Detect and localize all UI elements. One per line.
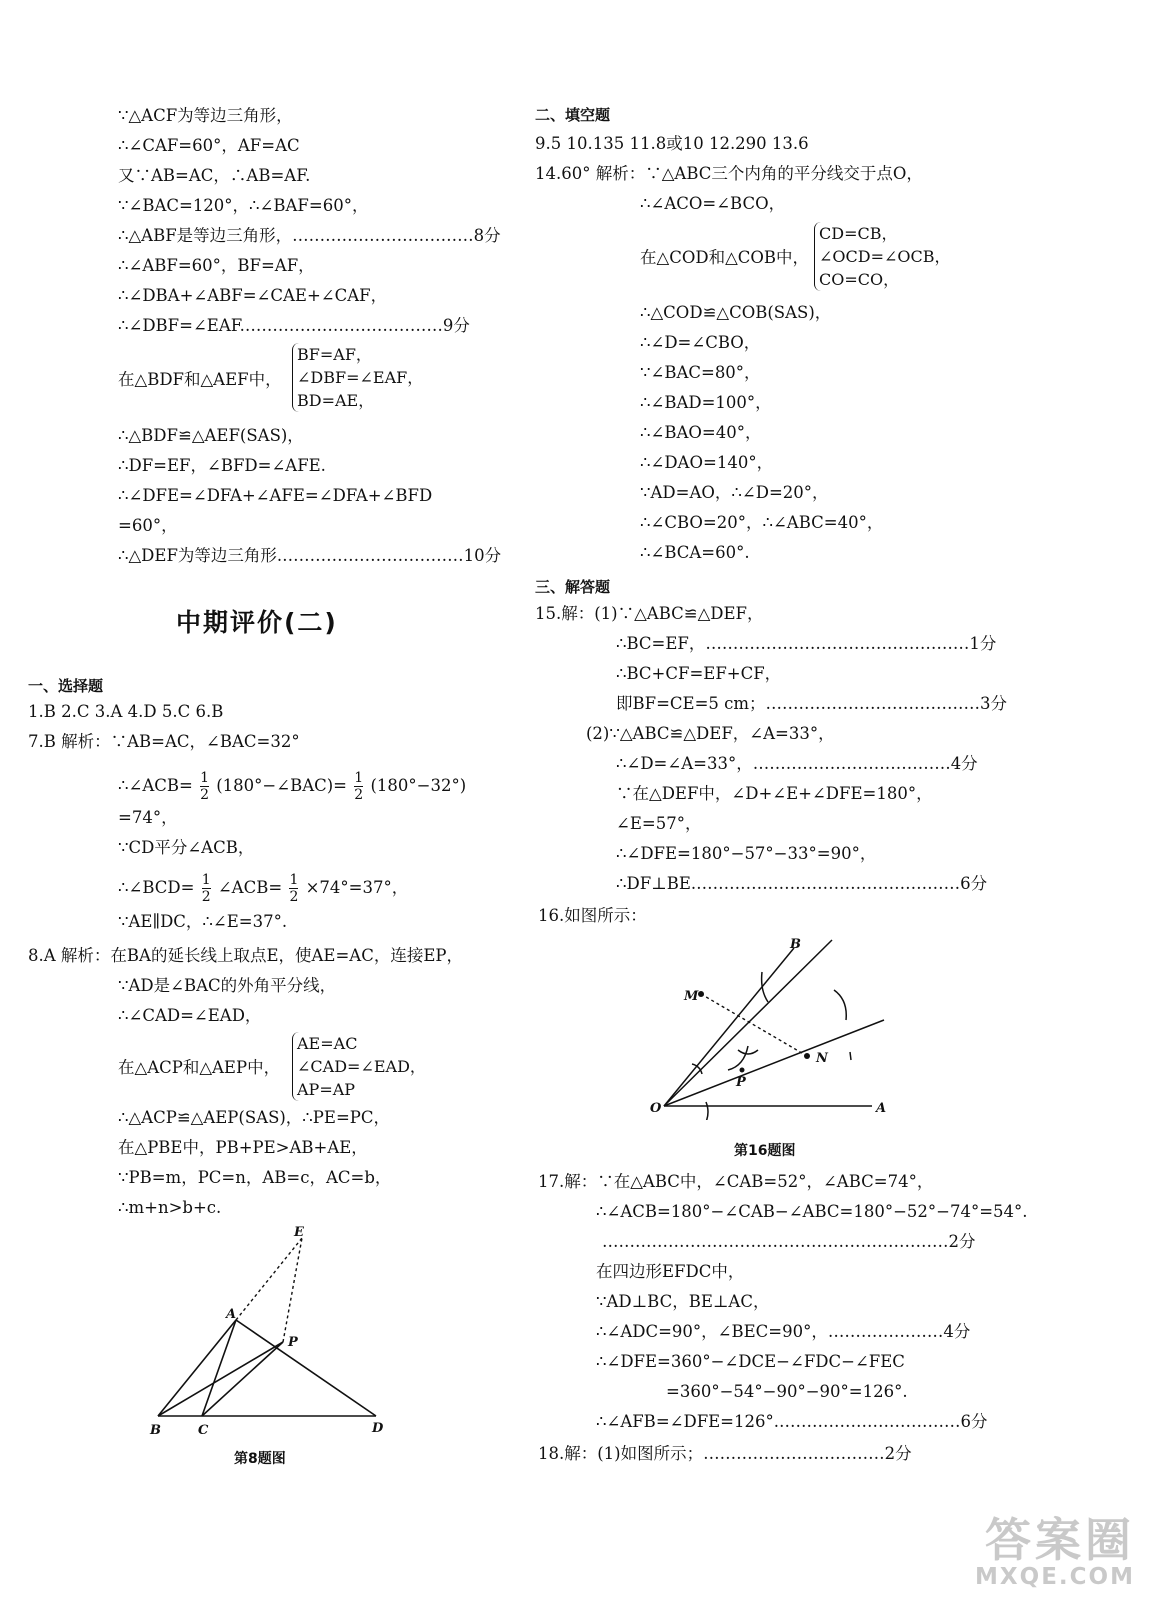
- system-prefix: 在△COD和△COB中，: [640, 248, 810, 267]
- fraction: [354, 770, 363, 803]
- perp-construct-line: [664, 1020, 884, 1106]
- system-row: ∠OCD=∠OCB，: [819, 247, 951, 266]
- denominator: 2: [200, 787, 209, 803]
- text: (180°−∠BAC)=: [216, 776, 348, 795]
- point-M: [698, 991, 704, 997]
- section-heading: 一、选择题: [28, 677, 104, 695]
- question-17-head: 17.解：∵在△ABC中，∠CAB=52°，∠ABC=74°，: [538, 1172, 934, 1191]
- proof-line: 又∵AB=AC，∴AB=AF.: [118, 166, 311, 185]
- denominator: 2: [289, 889, 299, 905]
- system-row: BD=AE，: [297, 391, 375, 410]
- proof-line: ∴∠DBF=∠EAF.………………………………9分: [118, 316, 470, 335]
- proof-line: ∴∠BCA=60°.: [640, 543, 750, 562]
- bisector-line: [664, 940, 832, 1106]
- proof-line: (2)∵△ABC≌△DEF，∠A=33°，: [586, 724, 835, 743]
- watermark: [975, 1504, 1135, 1590]
- proof-line: ∵CD平分∠ACB，: [118, 838, 255, 857]
- proof-line: ∴△ABF是等边三角形，……………………………8分: [118, 226, 501, 245]
- proof-line: ∴∠D=∠A=33°，………………………………4分: [616, 754, 978, 773]
- text: ∴∠ACB=: [118, 776, 193, 795]
- proof-line: ∴∠ACB=180°−∠CAB−∠ABC=180°−52°−74°=54°.: [596, 1202, 1028, 1221]
- arc-mark: [834, 990, 846, 1020]
- section-heading: 二、填空题: [535, 106, 611, 124]
- system-row: ∠DBF=∠EAF，: [297, 368, 424, 387]
- question-8-head: 8.A 解析：在BA的延长线上取点E，使AE=AC，连接EP，: [28, 946, 463, 965]
- denominator: 2: [354, 787, 364, 803]
- numerator: 1: [354, 770, 364, 786]
- proof-line: ∴∠DFE=∠DFA+∠AFE=∠DFA+∠BFD: [118, 486, 433, 505]
- text: (180°−32°): [370, 776, 467, 795]
- figure-8: [140, 1222, 400, 1442]
- proof-line: ∵在△DEF中，∠D+∠E+∠DFE=180°，: [616, 784, 933, 803]
- question-7-head: 7.B 解析：∵AB=AC，∠BAC=32°: [28, 732, 300, 751]
- system-row: BF=AF，: [297, 345, 372, 364]
- proof-line: ∴∠DFE=360°−∠DCE−∠FDC−∠FEC: [596, 1352, 905, 1371]
- proof-line: ∴∠D=∠CBO，: [640, 333, 761, 352]
- label-P: P: [736, 1075, 746, 1090]
- proof-line: ∴∠CAF=60°，AF=AC: [118, 136, 300, 155]
- tick-mark: [850, 1052, 851, 1060]
- system-row: CD=CB，: [819, 224, 898, 243]
- figure-16: [644, 930, 904, 1120]
- label-A: A: [226, 1307, 237, 1322]
- section-heading: 三、解答题: [535, 578, 611, 596]
- watermark-url: MXQE.COM: [975, 1564, 1135, 1590]
- numerator: 1: [289, 872, 299, 888]
- label-B: B: [790, 937, 801, 952]
- figure-caption: 第8题图: [234, 1451, 286, 1467]
- fraction: [200, 770, 209, 803]
- proof-line: ∴m+n>b+c.: [118, 1198, 222, 1217]
- denominator: 2: [201, 889, 211, 905]
- q7-fraction-line-2: [118, 872, 408, 905]
- proof-line: ∴△ACP≌△AEP(SAS)，∴PE=PC，: [118, 1108, 391, 1127]
- proof-line: ∵∠BAC=120°，∴∠BAF=60°，: [118, 196, 369, 215]
- proof-line: ∵△ACF为等边三角形，: [118, 106, 293, 125]
- proof-line: ∴BC+CF=EF+CF，: [616, 664, 782, 683]
- answer-line: 9.5 10.135 11.8或10 12.290 13.6: [535, 134, 809, 153]
- equation-system: [292, 343, 423, 412]
- proof-line: ∴∠BAD=100°，: [640, 393, 772, 412]
- proof-line: ………………………………………………………2分: [602, 1232, 976, 1251]
- proof-line: ∴∠BAO=40°，: [640, 423, 762, 442]
- proof-line: ∴∠DAO=140°，: [640, 453, 774, 472]
- point-N: [804, 1053, 810, 1059]
- label-O: O: [650, 1101, 662, 1116]
- proof-line: 在△PBE中，PB+PE>AB+AE，: [118, 1138, 368, 1157]
- proof-line: ∵AD是∠BAC的外角平分线，: [118, 976, 337, 995]
- arc-mark: [706, 1102, 708, 1120]
- fraction: [289, 872, 298, 905]
- numerator: 1: [200, 770, 209, 786]
- proof-line: ∴∠CAD=∠EAD，: [118, 1006, 262, 1025]
- answer-line: 1.B 2.C 3.A 4.D 5.C 6.B: [28, 702, 224, 721]
- watermark-text: 答案圈: [985, 1513, 1135, 1567]
- text: ×74°=37°，: [305, 878, 409, 897]
- dashed-PE: [283, 1238, 302, 1342]
- system-row: AP=AP: [297, 1080, 356, 1099]
- arc-mark: [762, 972, 768, 1002]
- proof-line: =360°−54°−90°−90°=126°.: [666, 1382, 908, 1401]
- q7-fraction-line: [118, 770, 466, 803]
- question-18-head: 18.解：(1)如图所示；……………………………2分: [538, 1444, 912, 1463]
- proof-line: ∵AD=AO，∴∠D=20°，: [640, 483, 829, 502]
- proof-line: ∵∠BAC=80°，: [640, 363, 761, 382]
- proof-line: ∵PB=m，PC=n，AB=c，AC=b，: [118, 1168, 392, 1187]
- system-row: ∠CAD=∠EAD，: [297, 1057, 426, 1076]
- fraction: [202, 872, 211, 905]
- dashed-AE: [236, 1238, 302, 1320]
- label-E: E: [294, 1225, 304, 1240]
- label-A: A: [876, 1101, 887, 1116]
- proof-line: ∴BC=EF，…………………………………………1分: [616, 634, 997, 653]
- label-N: N: [816, 1051, 828, 1066]
- label-M: M: [684, 989, 699, 1004]
- edge-AD: [236, 1320, 376, 1416]
- edge-BA: [158, 1320, 236, 1416]
- proof-line: ∴∠ABF=60°，BF=AF，: [118, 256, 315, 275]
- ray-OB: [664, 948, 794, 1106]
- edge-CP: [202, 1342, 283, 1416]
- proof-line: =60°，: [118, 516, 178, 535]
- arc-mark: [728, 1046, 748, 1070]
- label-D: D: [372, 1421, 384, 1436]
- section-title: 中期评价(二): [176, 608, 338, 637]
- system-prefix: 在△BDF和△AEF中，: [118, 370, 282, 389]
- arc-mark: [738, 1050, 758, 1054]
- edge-CA: [202, 1320, 236, 1416]
- proof-line: ∵AE∥DC，∴∠E=37°.: [118, 912, 288, 931]
- edge-BP: [158, 1342, 283, 1416]
- proof-line: ∴∠CBO=20°，∴∠ABC=40°，: [640, 513, 884, 532]
- proof-line: ∴∠ACO=∠BCO，: [640, 194, 786, 213]
- proof-line: ∠E=57°，: [616, 814, 702, 833]
- proof-line: ∵AD⊥BC，BE⊥AC，: [596, 1292, 770, 1311]
- proof-line: ∴∠AFB=∠DFE=126°.……………………………6分: [596, 1412, 988, 1431]
- proof-line: ∴DF=EF，∠BFD=∠AFE.: [118, 456, 326, 475]
- proof-line: ∴△DEF为等边三角形.……………………………10分: [118, 546, 502, 565]
- proof-line: ∴△BDF≌△AEF(SAS)，: [118, 426, 304, 445]
- label-C: C: [198, 1423, 209, 1438]
- proof-line: ∴∠ADC=90°，∠BEC=90°，…………………4分: [596, 1322, 971, 1341]
- proof-line: 即BF=CE=5 cm；…………………………………3分: [616, 694, 1008, 713]
- system-row: AE=AC: [297, 1034, 358, 1053]
- proof-line: ∴△COD≌△COB(SAS)，: [640, 303, 832, 322]
- proof-line: =74°，: [118, 808, 178, 827]
- numerator: 1: [201, 872, 211, 888]
- system-row: CO=CO，: [819, 270, 900, 289]
- label-B: B: [150, 1423, 161, 1438]
- proof-line: ∴DF⊥BE.…………………………………………6分: [616, 874, 988, 893]
- figure-caption: 第16题图: [734, 1143, 796, 1159]
- label-P: P: [288, 1335, 298, 1350]
- text: ∠ACB=: [217, 878, 283, 897]
- question-14-head: 14.60° 解析：∵△ABC三个内角的平分线交于点O，: [535, 164, 923, 183]
- proof-line: ∴∠DFE=180°−57°−33°=90°，: [616, 844, 877, 863]
- question-16-head: 16.如图所示：: [538, 906, 647, 925]
- proof-line: 在四边形EFDC中，: [596, 1262, 745, 1281]
- system-prefix: 在△ACP和△AEP中，: [118, 1058, 281, 1077]
- dashed-MN: [701, 994, 807, 1056]
- equation-system: [814, 222, 951, 291]
- point-P: [740, 1068, 745, 1073]
- equation-system: [292, 1032, 426, 1101]
- proof-line: ∴∠DBA+∠ABF=∠CAE+∠CAF，: [118, 286, 388, 305]
- question-15-head: 15.解：(1)∵△ABC≌△DEF，: [535, 604, 764, 623]
- text: ∴∠BCD=: [118, 878, 195, 897]
